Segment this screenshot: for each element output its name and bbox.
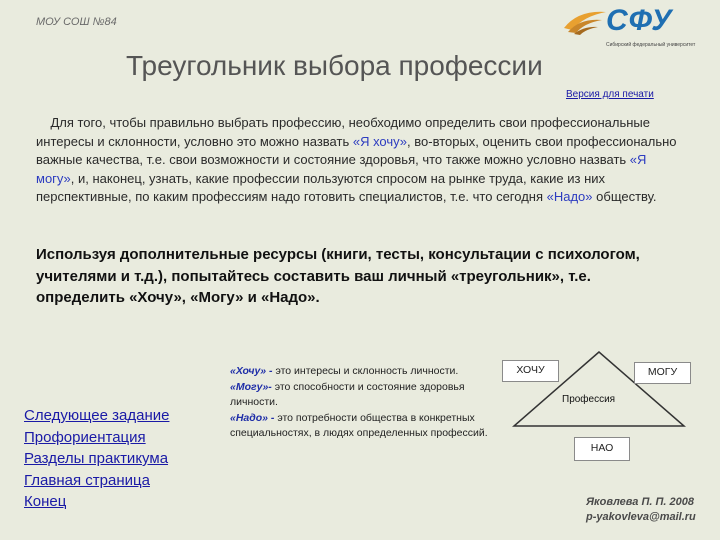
author: Яковлева П. П. 2008 <box>586 496 694 508</box>
def-can-text: это способности и состояние здоровья личности. <box>230 380 465 409</box>
def-want-term: «Хочу» - <box>230 365 273 377</box>
task-text-1: Используя дополнительные ресурсы <box>36 246 318 263</box>
def-want-text: это интересы и склонность личности. <box>272 365 459 377</box>
task-paragraph <box>36 244 676 309</box>
triangle-need-box: НАО <box>574 437 630 461</box>
intro-text-1: Для того, чтобы правильно выбрать профессию, необходимо определить свои профессиональные интересы и склонности, условно это можно назвать <box>36 115 650 149</box>
sfu-wings-icon <box>562 6 608 36</box>
def-need-text: это потребности общества в конкретных специальностях, в людях определенных профессий. <box>230 411 488 440</box>
nav-next-task[interactable]: Следующее задание <box>24 407 170 424</box>
triangle-profession-label: Профессия <box>562 394 616 405</box>
intro-paragraph <box>36 114 684 207</box>
intro-text-2: , во-вторых, оценить свои профессионально важные качества, т.е. свои возможности и состояние здоровья, что также можно условно назвать <box>36 133 677 168</box>
triangle-can-box: МОГУ <box>634 362 691 384</box>
intro-text-4: обществу. <box>592 189 657 205</box>
definitions <box>230 364 490 442</box>
task-text-3: попытайтесь составить ваш личный «треугольник», т.е. определить «Хочу», «Могу» и «Надо». <box>36 267 591 306</box>
nav-career-guidance[interactable]: Профориентация <box>24 428 146 446</box>
sfu-logo <box>562 4 696 52</box>
intro-need: «Надо» <box>546 189 593 205</box>
logo-subtitle: Сибирский федеральный университет <box>606 42 696 48</box>
def-can-term: «Могу»- <box>230 380 272 393</box>
nav-end[interactable]: Конец <box>24 493 67 510</box>
print-version-link[interactable]: Версия для печати <box>566 89 654 100</box>
school-label: МОУ СОШ №84 <box>36 16 117 28</box>
nav-practicum-sections[interactable]: Разделы практикума <box>24 450 169 467</box>
task-text-2: (книги, тесты, консультации с психологом, учителями и т.д.), <box>36 246 640 285</box>
intro-want: «Я хочу» <box>352 133 408 149</box>
page-title: Треугольник выбора профессии <box>126 50 543 81</box>
logo-text: СФУ <box>606 4 673 37</box>
author-email: p-yakovleva@mail.ru <box>586 511 696 523</box>
def-need-term: «Надо» - <box>230 411 275 424</box>
nav-links <box>24 405 169 513</box>
nav-home[interactable]: Главная страница <box>24 471 150 489</box>
intro-can: «Я могу» <box>36 152 647 186</box>
triangle-want-box: ХОЧУ <box>502 360 559 382</box>
intro-text-3: , и, наконец, узнать, какие профессии пользуются спросом на рынке труда, какие из них перспективные, по каким профессиям надо готовить специалистов, т.е. что сегодня <box>36 170 606 205</box>
